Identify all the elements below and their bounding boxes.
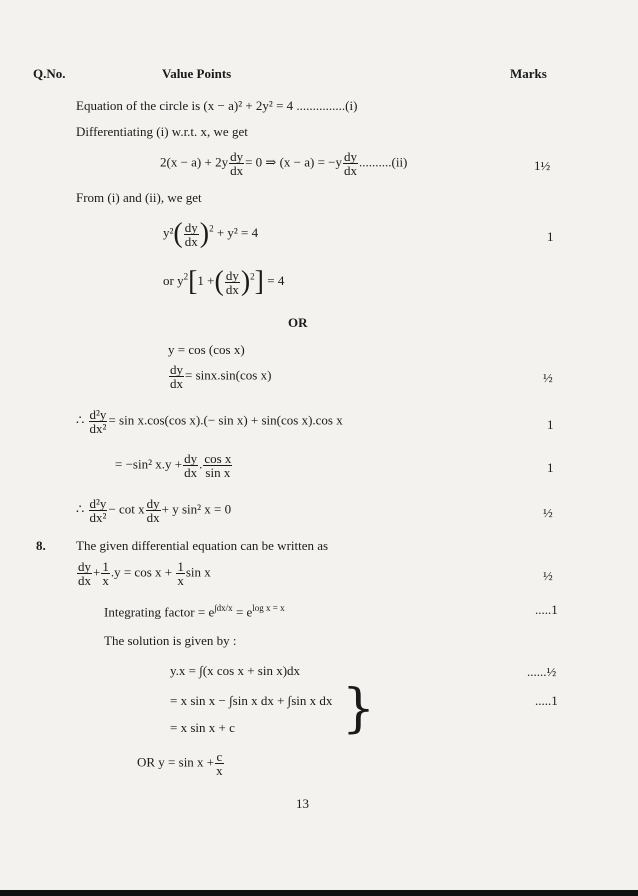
header-qno: Q.No. [33, 66, 66, 81]
y-cos-cos-x: y = cos (cos x) [168, 342, 245, 357]
differentiating-text: Differentiating (i) w.r.t. x, we get [76, 124, 248, 139]
page-number: 13 [296, 796, 309, 811]
combined-equation: y²( $\frac{dy}{dx}$ )$^2$ + y² = 4 [163, 218, 259, 249]
marks-3: ½ [543, 370, 553, 385]
solution-integral: y.x = ∫(x cos x + sin x)dx [170, 663, 301, 678]
marks-9: ......½ [527, 664, 557, 679]
marks-8: .....1 [535, 602, 558, 617]
marks-4: 1 [547, 417, 554, 432]
marks-5: 1 [547, 460, 554, 475]
right-brace: } [342, 679, 376, 739]
second-derivative-1: ∴ $\frac{\text{d²y}}{\text{dx²}}$ = sin x.cos(cos x).(− sin x) + sin(cos x).cos x [76, 407, 343, 436]
factored-equation: or $y^2[1$ +( $\frac{dy}{dx}$ )$^2$] = 4 [163, 266, 285, 297]
dy-dx-sin: $\frac{dy}{dx}$ = sinx.sin(cos x) [170, 362, 272, 391]
final-solution: OR y = sin x + $\frac{c}{x}$ [137, 749, 223, 778]
linear-de-form: $\frac{dy}{dx}$ + $\frac{1}{x}$ .y = cos x + $\frac{1}{x}$ sin x [78, 559, 211, 588]
solution-result: = x sin x + c [170, 720, 235, 735]
marks-10: .....1 [535, 693, 558, 708]
integration-by-parts: = x sin x − ∫sin x dx + ∫sin x dx [170, 693, 333, 708]
marks-7: ½ [543, 568, 553, 583]
second-derivative-2: = −sin² x.y + $\frac{dy}{dx}$ . $\frac{\text{cos x}}{\text{sin x}}$ [115, 451, 232, 480]
header-value-points: Value Points [162, 66, 232, 81]
from-i-ii-text: From (i) and (ii), we get [76, 190, 202, 205]
integrating-factor: Integrating factor = $e^{\int dx/x} = e^{log x = x}$ [104, 603, 285, 620]
marks-6: ½ [543, 505, 553, 520]
circle-equation: Equation of the circle is (x − a)² + 2y² = 4 ...............(i) [76, 98, 358, 113]
header-marks: Marks [510, 66, 547, 81]
final-diff-equation: ∴ $\frac{\text{d²y}}{\text{dx²}}$ − cot x $\frac{dy}{dx}$ + y sin² x = 0 [76, 496, 232, 525]
bottom-edge [0, 890, 638, 896]
question-8-number: 8. [36, 538, 46, 553]
marks-2: 1 [547, 229, 554, 244]
or-separator-1: OR [288, 315, 308, 330]
derivative-equation: 2(x − a) + 2y $\frac{dy}{dx}$ = 0 ⇒ (x − a) = −y $\frac{dy}{dx}$ ..........(ii) [160, 149, 408, 178]
solution-given-text: The solution is given by : [104, 633, 237, 648]
marks-1: 1½ [534, 158, 551, 173]
q8-intro-text: The given differential equation can be written as [76, 538, 329, 553]
